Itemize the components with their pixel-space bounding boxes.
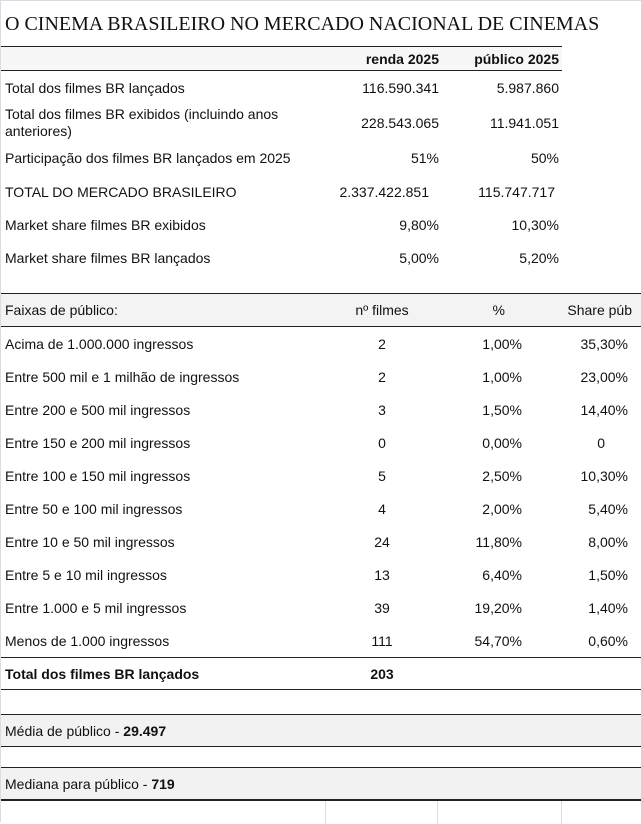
- percent: 54,70%: [474, 632, 522, 649]
- row-label: Total dos filmes BR lançados: [5, 80, 185, 96]
- media-label: Média de público -: [5, 722, 124, 739]
- publico-value: 5.987.860: [496, 80, 559, 96]
- summary-row: [1, 208, 562, 241]
- summary-row: [1, 241, 562, 274]
- empty-cell: [438, 801, 562, 824]
- faixa-row: [1, 558, 641, 591]
- n-filmes: 24: [374, 533, 390, 550]
- n-filmes: 111: [371, 632, 393, 649]
- share: 0,60%: [588, 632, 628, 649]
- share: 23,00%: [580, 368, 628, 385]
- renda-value: 2.337.422.851: [339, 183, 429, 200]
- share: 1,50%: [588, 566, 628, 583]
- faixa-row: [1, 459, 641, 492]
- faixa-row: [1, 393, 641, 426]
- row-label: Participação dos filmes BR lançados em 2025: [5, 149, 291, 166]
- percent: 2,50%: [482, 467, 522, 484]
- percent: 1,00%: [482, 335, 522, 352]
- share: 14,40%: [580, 401, 628, 418]
- faixa-row: [1, 624, 641, 657]
- faixa-row: [1, 327, 641, 360]
- row-label: Market share filmes BR exibidos: [5, 216, 206, 233]
- summary-row: [1, 105, 562, 140]
- faixa-label: Entre 100 e 150 mil ingressos: [5, 467, 191, 484]
- n-filmes: 5: [378, 467, 386, 484]
- publico-value: 50%: [530, 149, 559, 166]
- faixa-label: Entre 200 e 500 mil ingressos: [5, 401, 191, 418]
- publico-value: 5,20%: [519, 249, 559, 266]
- faixa-label: Menos de 1.000 ingressos: [5, 632, 170, 649]
- percent: 2,00%: [482, 500, 522, 517]
- page-title: O CINEMA BRASILEIRO NO MERCADO NACIONAL DE CINEMAS: [5, 13, 600, 35]
- n-filmes: 39: [374, 599, 390, 616]
- n-filmes: 2: [378, 368, 386, 385]
- renda-value: 5,00%: [399, 249, 439, 266]
- media-row: [1, 714, 641, 747]
- percent: 1,50%: [482, 401, 522, 418]
- n-filmes: 13: [374, 566, 390, 583]
- faixa-label: Entre 150 e 200 mil ingressos: [5, 434, 191, 451]
- row-label: Market share filmes BR lançados: [5, 249, 211, 266]
- summary-table: [1, 46, 562, 274]
- header-percent: %: [492, 302, 505, 318]
- percent: 11,80%: [475, 533, 522, 550]
- percent: 6,40%: [482, 566, 522, 583]
- share: 1,40%: [588, 599, 628, 616]
- percent: 19,20%: [474, 599, 522, 616]
- row-label: TOTAL DO MERCADO BRASILEIRO: [5, 183, 237, 200]
- total-row: [1, 657, 641, 690]
- faixa-label: Entre 50 e 100 mil ingressos: [5, 500, 183, 517]
- blank-row: [1, 747, 641, 767]
- faixa-row: [1, 360, 641, 393]
- summary-row: [1, 175, 562, 208]
- faixas-table: [1, 293, 641, 824]
- n-filmes: 2: [378, 335, 386, 352]
- renda-value: 9,80%: [399, 216, 439, 233]
- faixa-label: Entre 1.000 e 5 mil ingressos: [5, 599, 187, 616]
- faixa-label: Entre 10 e 50 mil ingressos: [5, 533, 175, 550]
- faixa-row: [1, 492, 641, 525]
- faixa-label: Acima de 1.000.000 ingressos: [5, 335, 194, 352]
- publico-value: 115.747.717: [478, 183, 555, 200]
- mediana-row: [1, 767, 641, 800]
- n-filmes: 3: [378, 401, 386, 418]
- empty-cell: [326, 801, 438, 824]
- publico-value: 10,30%: [511, 216, 559, 233]
- faixas-header: [1, 293, 641, 327]
- publico-value: 11.941.051: [489, 114, 559, 131]
- summary-header: [1, 46, 562, 71]
- n-filmes: 0: [378, 434, 386, 451]
- header-n-filmes: nº filmes: [355, 302, 409, 318]
- share: 8,00%: [588, 533, 628, 550]
- total-value: 203: [370, 665, 394, 682]
- faixa-row: [1, 525, 641, 558]
- header-publico: público 2025: [474, 50, 559, 67]
- empty-row: [1, 800, 641, 824]
- share: 5,40%: [588, 500, 628, 517]
- empty-cell: [1, 801, 326, 824]
- n-filmes: 4: [378, 500, 386, 517]
- percent: 0,00%: [482, 434, 522, 451]
- header-faixas: Faixas de público:: [5, 302, 118, 318]
- media-value: 29.497: [123, 722, 167, 739]
- faixa-label: Entre 5 e 10 mil ingressos: [5, 566, 167, 583]
- summary-row: [1, 71, 562, 105]
- header-share: Share púb: [567, 302, 632, 318]
- renda-value: 228.543.065: [361, 114, 439, 131]
- header-renda: renda 2025: [365, 50, 439, 67]
- summary-row: [1, 140, 562, 175]
- share: 35,30%: [580, 335, 628, 352]
- renda-value: 116.590.341: [362, 80, 439, 96]
- percent: 1,00%: [482, 368, 522, 385]
- faixa-row: [1, 591, 641, 624]
- mediana-label: Mediana para público -: [5, 775, 152, 792]
- blank-row: [1, 690, 641, 714]
- renda-value: 51%: [410, 149, 439, 166]
- faixa-row: [1, 426, 641, 459]
- share: 0: [597, 434, 605, 451]
- faixa-label: Entre 500 mil e 1 milhão de ingressos: [5, 368, 240, 385]
- mediana-value: 719: [151, 775, 175, 792]
- total-label: Total dos filmes BR lançados: [5, 665, 200, 682]
- row-label: Total dos filmes BR exibidos (incluindo anos anteriores): [5, 105, 279, 139]
- share: 10,30%: [580, 467, 628, 484]
